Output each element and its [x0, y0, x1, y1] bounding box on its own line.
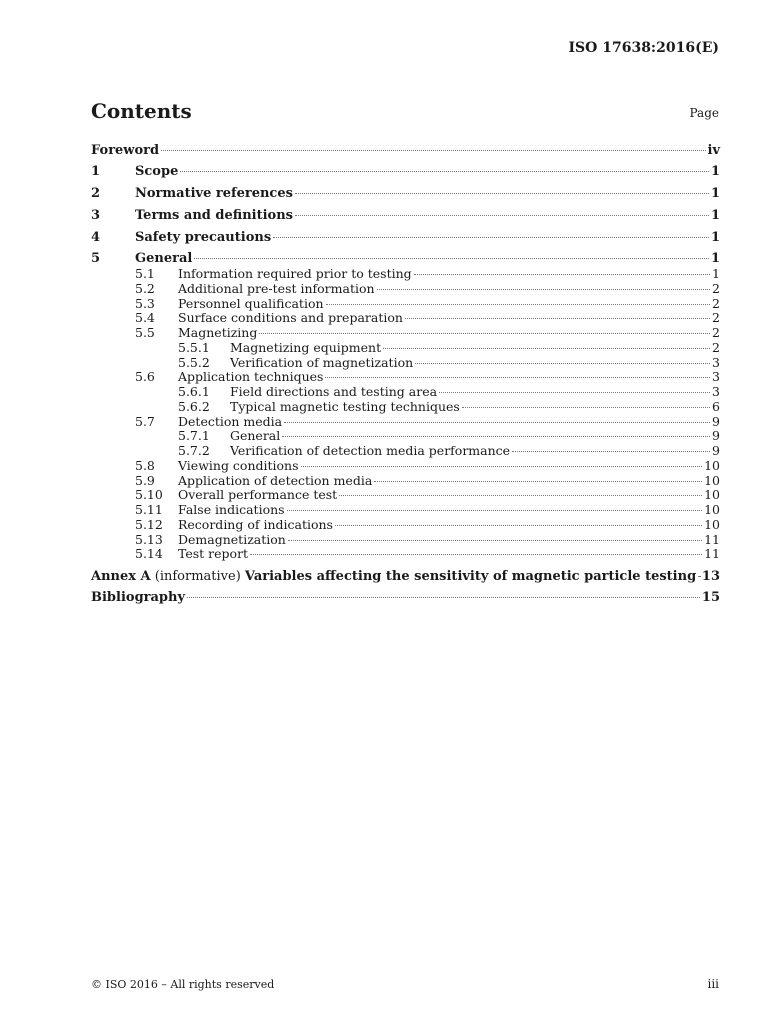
- toc-page: 10: [704, 472, 720, 488]
- annex-qualifier: (informative): [150, 569, 245, 584]
- toc-entry-general[interactable]: [91, 250, 720, 267]
- toc-entry-5-7-2[interactable]: [91, 444, 720, 459]
- toc-page: 1: [710, 230, 720, 245]
- toc-annex-title: [91, 566, 696, 587]
- toc-title: Additional pre-test information: [178, 280, 375, 296]
- toc-entry-5-5-2[interactable]: [91, 356, 720, 371]
- toc-title: Information required prior to testing: [178, 266, 412, 281]
- dot-leader: [250, 554, 702, 555]
- toc-entry-foreword[interactable]: [91, 140, 720, 161]
- dot-leader: [187, 597, 700, 598]
- toc-entry-5-2[interactable]: [91, 282, 720, 297]
- toc-title: Surface conditions and preparation: [178, 310, 403, 326]
- doc-id-header: ISO 17638:2016(E): [568, 40, 719, 56]
- toc-number: 5.11: [135, 502, 163, 517]
- toc-title: Overall performance test: [178, 487, 338, 503]
- toc-page: 1: [712, 266, 720, 281]
- dot-leader: [288, 540, 702, 541]
- dot-leader: [383, 348, 710, 349]
- toc-number: 5.7: [135, 413, 155, 429]
- toc-entry-5-6-2[interactable]: [91, 400, 720, 415]
- toc-title: Verification of magnetization: [230, 354, 414, 370]
- toc-entry-5-6-1[interactable]: [91, 385, 720, 400]
- dot-leader: [415, 363, 710, 364]
- toc-title: Magnetizing: [178, 325, 258, 340]
- toc-title: Application techniques: [178, 369, 324, 385]
- toc-page: 10: [704, 457, 720, 473]
- toc-title: Viewing conditions: [178, 457, 299, 473]
- toc-entry-5-5-1[interactable]: [91, 341, 720, 356]
- toc-entry-5-13[interactable]: [91, 533, 720, 548]
- toc-number: 5.8: [135, 457, 155, 473]
- toc-page: 2: [712, 339, 720, 355]
- dot-leader: [284, 422, 710, 423]
- toc-title: Verification of detection media performance: [230, 443, 511, 458]
- toc-number: 2: [91, 186, 101, 201]
- page-column-label: Page: [689, 106, 719, 120]
- dot-leader: [405, 318, 710, 319]
- toc-entry-normative-references[interactable]: [91, 183, 720, 205]
- toc-page: 2: [712, 310, 720, 326]
- toc-entry-5-4[interactable]: [91, 311, 720, 326]
- dot-leader: [161, 150, 705, 151]
- toc-entry-5-6[interactable]: [91, 370, 720, 385]
- toc-page: 11: [704, 531, 720, 547]
- toc-page: 15: [701, 590, 720, 605]
- toc-entry-annex-a[interactable]: [91, 566, 720, 587]
- toc-page: 2: [712, 325, 720, 340]
- dot-leader: [259, 333, 710, 334]
- toc-number: 5.3: [135, 295, 155, 311]
- toc-number: 5.7.2: [178, 443, 210, 458]
- dot-leader: [377, 289, 710, 290]
- toc-number: 5.2: [135, 280, 155, 296]
- toc-page: 1: [710, 251, 720, 266]
- footer-page-number: iii: [707, 977, 719, 991]
- toc-entry-5-10[interactable]: [91, 488, 720, 503]
- toc-number: 5.6.1: [178, 384, 210, 399]
- toc-entry-5-14[interactable]: [91, 547, 720, 562]
- annex-label: Annex A: [91, 569, 151, 584]
- dot-leader: [339, 495, 702, 496]
- toc-number: 5.10: [135, 487, 163, 503]
- toc-title: Foreword: [91, 143, 160, 158]
- dot-leader: [325, 377, 710, 378]
- toc-title: Detection media: [178, 413, 283, 429]
- toc-page: 10: [704, 502, 720, 517]
- dot-leader: [439, 392, 710, 393]
- toc-page: 9: [712, 413, 720, 429]
- toc-entry-5-1[interactable]: [91, 267, 720, 282]
- toc-number: 5.7.1: [178, 428, 210, 444]
- toc-title: Typical magnetic testing techniques: [230, 398, 460, 414]
- toc-page: 2: [712, 280, 720, 296]
- copyright-notice: © ISO 2016 – All rights reserved: [91, 978, 275, 991]
- dot-leader: [194, 258, 709, 259]
- toc-title: Field directions and testing area: [230, 384, 438, 399]
- toc-number: 5.9: [135, 472, 155, 488]
- toc-title: False indications: [178, 502, 285, 517]
- toc-page: 1: [710, 186, 720, 201]
- toc-title: Safety precautions: [135, 230, 272, 245]
- toc-number: 5.4: [135, 310, 155, 326]
- toc-number: 5.5.1: [178, 339, 210, 355]
- toc-page: 13: [701, 569, 720, 584]
- toc-number: 3: [91, 208, 101, 223]
- toc-number: 5.6: [135, 369, 155, 385]
- toc-page: 1: [710, 208, 720, 223]
- toc-page: 1: [710, 164, 720, 179]
- dot-leader: [301, 466, 703, 467]
- toc-number: 5.6.2: [178, 398, 210, 414]
- toc-page: 9: [712, 428, 720, 444]
- toc-title: Normative references: [135, 186, 293, 201]
- toc-page: 2: [712, 295, 720, 311]
- toc-entry-5-7[interactable]: [91, 415, 720, 430]
- toc-page: 9: [712, 443, 720, 458]
- toc-number: 5.13: [135, 531, 163, 547]
- toc-title: Application of detection media: [178, 472, 373, 488]
- toc-entry-5-9[interactable]: [91, 474, 720, 489]
- annex-title: Variables affecting the sensitivity of magnetic particle testing: [244, 569, 697, 584]
- toc-entry-5-5[interactable]: [91, 326, 720, 341]
- dot-leader: [374, 481, 702, 482]
- toc-page: 3: [712, 384, 720, 399]
- toc-title: Terms and definitions: [135, 208, 293, 223]
- dot-leader: [326, 304, 711, 305]
- dot-leader: [273, 237, 709, 238]
- toc-entry-safety-precautions[interactable]: [91, 227, 720, 249]
- toc-number: 5.5.2: [178, 354, 210, 370]
- toc-page: iv: [707, 143, 720, 158]
- toc-number: 5: [91, 251, 101, 266]
- toc-entry-5-12[interactable]: [91, 518, 720, 533]
- dot-leader: [335, 525, 702, 526]
- table-of-contents: [91, 140, 720, 609]
- page-title: Contents: [91, 99, 192, 123]
- toc-page: 3: [712, 369, 720, 385]
- toc-page: 6: [712, 398, 720, 414]
- dot-leader: [512, 451, 710, 452]
- toc-page: 10: [704, 516, 720, 532]
- toc-number: 5.12: [135, 516, 163, 532]
- toc-number: 1: [91, 164, 101, 179]
- dot-leader: [698, 576, 700, 577]
- toc-page: 3: [712, 354, 720, 370]
- toc-title: Demagnetization: [178, 531, 286, 547]
- dot-leader: [282, 436, 710, 437]
- dot-leader: [462, 407, 710, 408]
- dot-leader: [414, 274, 710, 275]
- dot-leader: [295, 215, 709, 216]
- toc-page: 11: [704, 546, 720, 562]
- toc-page: 10: [704, 487, 720, 503]
- toc-entry-scope[interactable]: [91, 161, 720, 183]
- toc-entry-terms-and-definitions[interactable]: [91, 205, 720, 227]
- toc-title: Recording of indications: [178, 516, 333, 532]
- toc-title: Scope: [135, 164, 179, 179]
- toc-entry-bibliography[interactable]: [91, 587, 720, 609]
- dot-leader: [295, 193, 709, 194]
- dot-leader: [180, 171, 709, 172]
- toc-number: 5.5: [135, 325, 155, 340]
- toc-title: Magnetizing equipment: [230, 339, 382, 355]
- toc-title: General: [135, 251, 193, 266]
- toc-entry-5-3[interactable]: [91, 297, 720, 312]
- toc-title: Bibliography: [91, 590, 186, 605]
- toc-title: Personnel qualification: [178, 295, 324, 311]
- toc-number: 4: [91, 230, 101, 245]
- toc-entry-5-8[interactable]: [91, 459, 720, 474]
- toc-number: 5.1: [135, 266, 155, 281]
- toc-title: Test report: [178, 546, 249, 562]
- toc-entry-5-11[interactable]: [91, 503, 720, 518]
- toc-title: General: [230, 428, 281, 444]
- toc-number: 5.14: [135, 546, 163, 562]
- dot-leader: [287, 510, 703, 511]
- toc-entry-5-7-1[interactable]: [91, 429, 720, 444]
